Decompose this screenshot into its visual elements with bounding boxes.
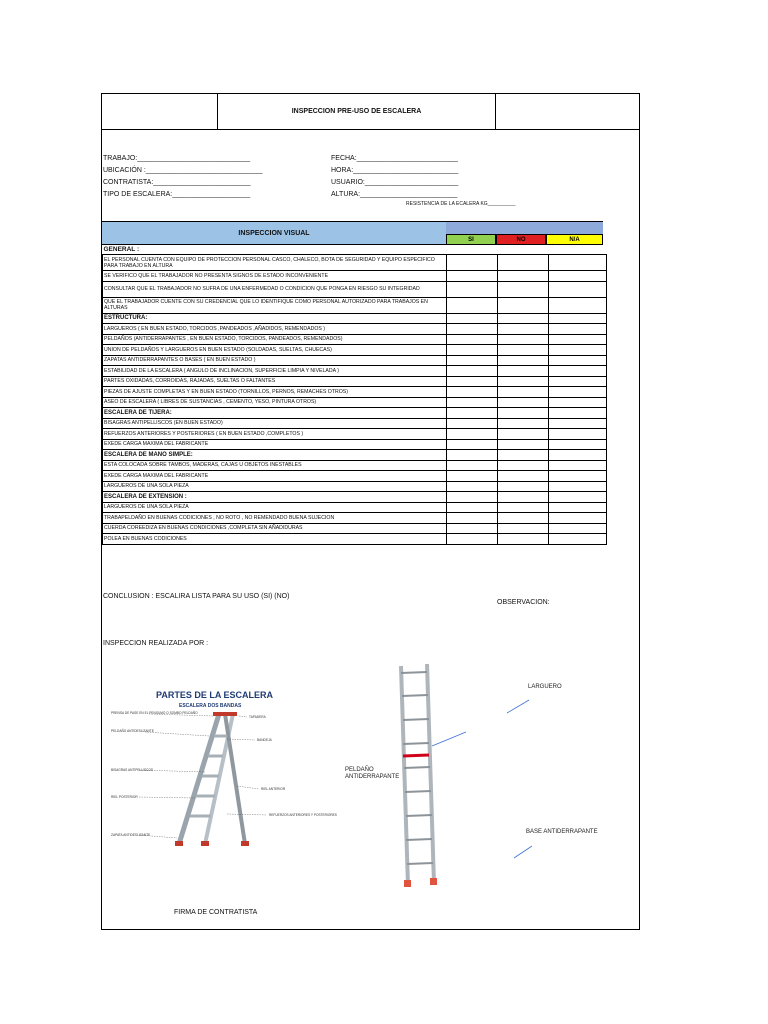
checklist-item-label: LARGUEROS ( EN BUEN ESTADO, TORCIDOS ,PANDEADOS ,AÑADIDOS, REMENDADOS ) — [103, 324, 447, 335]
check-cell-si[interactable] — [447, 355, 498, 366]
checklist-item-label: UNION DE PELDAÑOS Y LARGUEROS EN BUEN ESTADO (SOLDADAS, SUELTAS, CHUECAS) — [103, 345, 447, 356]
checklist-item-label: REFUERZOS ANTERIORES Y POSTERIORES ( EN BUEN ESTADO ,COMPLETOS ) — [103, 429, 447, 440]
check-cell-si[interactable] — [447, 513, 498, 524]
field-resistencia[interactable]: RESISTENCIA DE LA ECALERA KG__________ — [406, 201, 516, 207]
checklist-item-label: ESTA COLOCADA SOBRE TAMBOS, MADERAS, CAJAS U OBJETOS INESTABLES — [103, 460, 447, 471]
check-cell-si[interactable] — [447, 324, 498, 335]
check-cell-si[interactable] — [447, 297, 498, 313]
check-cell-na — [549, 450, 607, 461]
checklist-row — [103, 481, 607, 492]
code-cell — [496, 94, 639, 129]
check-cell-si[interactable] — [447, 460, 498, 471]
label-riel-anterior: RIEL ANTERIOR — [261, 787, 286, 791]
checklist-row — [103, 334, 607, 345]
column-no: NO — [496, 234, 546, 245]
field-contratista[interactable]: CONTRATISTA:_________________________ — [103, 179, 251, 186]
label-bandeja: BANDEJA — [257, 738, 272, 742]
stepladder-diagram — [109, 686, 337, 861]
check-cell-na — [549, 408, 607, 419]
check-cell-na[interactable] — [549, 366, 607, 377]
check-cell-na[interactable] — [549, 513, 607, 524]
section-label: ESTRUCTURA: — [103, 313, 447, 324]
check-cell-na[interactable] — [549, 271, 607, 282]
check-cell-na[interactable] — [549, 387, 607, 398]
checklist-item-label: CUERDA COREEDIZA EN BUENAS CONDICIONES ,COMPLETA SIN AÑADIDURAS — [103, 523, 447, 534]
check-cell-si[interactable] — [447, 471, 498, 482]
logo-cell — [102, 94, 218, 129]
check-cell-na — [549, 313, 607, 324]
checklist-row — [103, 376, 607, 387]
stepladder-icon — [175, 714, 249, 846]
label-prensa: PRENSA DE PASE EN EL PENSUMO O SOMBO PELDAÑO — [111, 711, 198, 715]
field-trabajo[interactable]: TRABAJO:_____________________________ — [103, 155, 251, 162]
label-riel-posterior: RIEL POSTERIOR — [111, 795, 138, 799]
check-cell-na[interactable] — [549, 355, 607, 366]
checklist-row — [103, 471, 607, 482]
checklist-item-label: EL PERSONAL CUENTA CON EQUIPO DE PROTECCION PERSONAL CASCO, CHALECO, BOTA DE SEGURIDAD Y EQUIPO ESPECIFICO PARA TRABAJO EN ALTURA — [103, 255, 447, 271]
check-cell-no[interactable] — [498, 397, 549, 408]
checklist-item-label: PIEZAS DE AJUSTE COMPLETAS Y EN BUEN ESTADO (TORNILLOS, PERNOS, REMACHES OTROS) — [103, 387, 447, 398]
section-row — [103, 408, 607, 419]
check-cell-si[interactable] — [447, 429, 498, 440]
checklist-item-label: TRABAPELDAÑO EN BUENAS CODICIONES , NO ROTO , NO REMENDADO BUENA SUJECION — [103, 513, 447, 524]
field-fecha[interactable]: FECHA:__________________________ — [331, 155, 458, 162]
check-cell-no[interactable] — [498, 429, 549, 440]
check-cell-no[interactable] — [498, 334, 549, 345]
check-cell-si[interactable] — [447, 418, 498, 429]
check-cell-si[interactable] — [447, 481, 498, 492]
diagram-subtitle: ESCALERA DOS BANDAS — [179, 703, 242, 709]
check-cell-si[interactable] — [447, 376, 498, 387]
check-cell-no — [498, 450, 549, 461]
field-hora[interactable]: HORA:___________________________ — [331, 167, 459, 174]
check-cell-na[interactable] — [549, 281, 607, 297]
label-peldano: PELDAÑO ANTIDESLIZANTE — [111, 729, 154, 733]
section-row — [103, 492, 607, 503]
check-cell-na[interactable] — [549, 471, 607, 482]
checklist-row — [103, 387, 607, 398]
checklist-item-label: PELDAÑOS (ANTIDERRAPANTES , EN BUEN ESTADO, TORCIDOS, PANDEADOS, REMENDADOS) — [103, 334, 447, 345]
firma-label: FIRMA DE CONTRATISTA — [174, 909, 258, 916]
check-cell-no[interactable] — [498, 387, 549, 398]
checklist-item-label: CONSULTAR QUE EL TRABAJADOR NO SUFRA DE UNA ENFERMEDAD O CONDICION QUE PONGA EN RIESGO SU INTEGRIDAD — [103, 281, 447, 297]
check-cell-no[interactable] — [498, 523, 549, 534]
check-cell-no[interactable] — [498, 255, 549, 271]
checklist-row — [103, 439, 607, 450]
check-cell-si[interactable] — [447, 387, 498, 398]
checklist-item-label: LARGUEROS DE UNA SOLA PIEZA — [103, 502, 447, 513]
check-cell-na — [549, 492, 607, 503]
section-row — [103, 313, 607, 324]
checklist-row — [103, 297, 607, 313]
check-cell-no[interactable] — [498, 418, 549, 429]
checklist-row — [103, 502, 607, 513]
check-cell-si[interactable] — [447, 502, 498, 513]
check-cell-no[interactable] — [498, 345, 549, 356]
checklist-row — [103, 366, 607, 377]
checklist-item-label: SE VERIFICO QUE EL TRABAJADOR NO PRESENTA SIGNOS DE ESTADO INCONVENIENTE — [103, 271, 447, 282]
check-cell-no[interactable] — [498, 471, 549, 482]
check-cell-no[interactable] — [498, 439, 549, 450]
conclusion: CONCLUSION : ESCALIRA LISTA PARA SU USO (SI) (NO) — [103, 593, 290, 600]
general-row — [103, 245, 607, 255]
check-cell-no[interactable] — [498, 460, 549, 471]
checklist-row — [103, 281, 607, 297]
inspection-visual-header: INSPECCION VISUAL — [102, 221, 446, 245]
section-row — [103, 450, 607, 461]
check-cell-na[interactable] — [549, 334, 607, 345]
check-cell-no[interactable] — [498, 481, 549, 492]
check-cell-no[interactable] — [498, 366, 549, 377]
check-cell-no — [498, 313, 549, 324]
checklist-row — [103, 271, 607, 282]
checklist-row — [103, 523, 607, 534]
ladder-icon — [401, 664, 437, 887]
column-header-band — [446, 221, 603, 234]
check-cell-na[interactable] — [549, 502, 607, 513]
check-cell-no[interactable] — [498, 502, 549, 513]
fields-left — [103, 153, 263, 201]
check-cell-si[interactable] — [447, 523, 498, 534]
checklist-row — [103, 355, 607, 366]
checklist-table — [102, 245, 607, 545]
checklist-item-label: ZAPATAS ANTIDERRAPANTES O BASES ( EN BUEN ESTADO ) — [103, 355, 447, 366]
field-ubicacion[interactable]: UBICACIÓN :______________________________ — [103, 167, 263, 174]
checklist-row — [103, 324, 607, 335]
general-label: GENERAL : — [103, 245, 140, 253]
sheet-title: INSPECCION PRE-USO DE ESCALERA — [218, 94, 496, 129]
check-cell-no[interactable] — [498, 297, 549, 313]
checklist-item-label: LARGUEROS DE UNA SOLA PIEZA — [103, 481, 447, 492]
check-cell-na[interactable] — [549, 481, 607, 492]
checklist-row — [103, 513, 607, 524]
check-cell-na[interactable] — [549, 297, 607, 313]
section-label: ESCALERA DE TIJERA: — [103, 408, 447, 419]
inspection-sheet — [101, 93, 640, 930]
check-cell-no[interactable] — [498, 376, 549, 387]
label-refuerzos: REFUERZOS ANTERIORES Y POSTERIORES — [269, 813, 337, 817]
label-zapata: ZAPATA ANTIDESLIZANTE — [111, 833, 151, 837]
checklist-item-label: ESTABILIDAD DE LA ESCALERA ( ANGULO DE INCLINACION, SUPERFICIE LIMPIA Y NIVELADA ) — [103, 366, 447, 377]
check-cell-no[interactable] — [498, 281, 549, 297]
section-label: ESCALERA DE MANO SIMPLE: — [103, 450, 447, 461]
checklist-row — [103, 255, 607, 271]
check-cell-si[interactable] — [447, 534, 498, 545]
column-si: SI — [446, 234, 496, 245]
checklist-row — [103, 429, 607, 440]
check-cell-na[interactable] — [549, 345, 607, 356]
check-cell-si — [447, 408, 498, 419]
label-tapadera: TAPADERA — [249, 715, 266, 719]
check-cell-no — [498, 408, 549, 419]
label-larguero: LARGUERO — [528, 684, 562, 690]
checklist-row — [103, 534, 607, 545]
checklist-item-label: ASEO DE ESCALERA ( LIBRES DE SUSTANCIAS , CEMENTO, YESO, PINTURA OTROS) — [103, 397, 447, 408]
check-cell-na[interactable] — [549, 324, 607, 335]
checklist-item-label: PARTES OXIDADAS, CORROIDAS, RAJADAS, SUELTAS O FALTANTES — [103, 376, 447, 387]
extension-ladder-diagram — [342, 658, 622, 898]
section-label: ESCALERA DE EXTENSION : — [103, 492, 447, 503]
check-cell-na[interactable] — [549, 534, 607, 545]
sheet-header — [102, 94, 639, 130]
checklist-item-label: POLEA EN BUENAS CODICIONES — [103, 534, 447, 545]
check-cell-no[interactable] — [498, 271, 549, 282]
checklist-row — [103, 345, 607, 356]
checklist-row — [103, 460, 607, 471]
check-cell-si[interactable] — [447, 345, 498, 356]
checklist-item-label: BISAGRAS ANTIPELLISCOS (EN BUEN ESTADO) — [103, 418, 447, 429]
label-peldano-2: ANTIDERRAPANTE — [345, 774, 400, 780]
check-cell-si — [447, 450, 498, 461]
check-cell-si — [447, 313, 498, 324]
checklist-item-label: EXEDE CARGA MAXIMA DEL FABRICANTE — [103, 471, 447, 482]
check-cell-si[interactable] — [447, 366, 498, 377]
check-cell-no[interactable] — [498, 324, 549, 335]
check-cell-no[interactable] — [498, 534, 549, 545]
check-cell-si — [447, 492, 498, 503]
field-usuario[interactable]: USUARIO:________________________ — [331, 179, 459, 186]
check-cell-na[interactable] — [549, 376, 607, 387]
column-na: N/A — [546, 234, 603, 245]
observacion-label: OBSERVACION: — [497, 599, 550, 606]
field-tipo-escalera[interactable]: TIPO DE ESCALERA:____________________ — [103, 191, 251, 198]
check-cell-si[interactable] — [447, 255, 498, 271]
checklist-row — [103, 418, 607, 429]
check-cell-no[interactable] — [498, 355, 549, 366]
check-cell-na[interactable] — [549, 418, 607, 429]
check-cell-no[interactable] — [498, 513, 549, 524]
check-cell-na[interactable] — [549, 523, 607, 534]
check-cell-si[interactable] — [447, 334, 498, 345]
label-base: BASE ANTIDERRAPANTE — [526, 829, 598, 835]
check-cell-na[interactable] — [549, 397, 607, 408]
fields-right — [331, 153, 458, 201]
check-cell-si[interactable] — [447, 397, 498, 408]
checklist-row — [103, 397, 607, 408]
check-cell-na[interactable] — [549, 255, 607, 271]
field-altura[interactable]: ALTURA:_________________________ — [331, 191, 458, 198]
check-cell-na[interactable] — [549, 460, 607, 471]
check-cell-na[interactable] — [549, 429, 607, 440]
checklist-item-label: QUE EL TRABAJADOR CUENTE CON SU CREDENCIAL QUE LO IDENTIFIQUE COMO PERSONAL AUTORIZADO PARA TRABAJOS EN ALTURAS — [103, 297, 447, 313]
realizada-label: INSPECCION REALIZADA POR : — [103, 640, 209, 647]
label-bisagras: BISAGRAS ANTIPELLISCOS — [111, 768, 153, 772]
label-peldano-1: PELDAÑO — [345, 767, 374, 773]
check-cell-si[interactable] — [447, 281, 498, 297]
diagram-title: PARTES DE LA ESCALERA — [156, 690, 274, 700]
check-cell-si[interactable] — [447, 271, 498, 282]
checklist-item-label: EXEDE CARGA MAXIMA DEL FABRICANTE — [103, 439, 447, 450]
check-cell-no — [498, 492, 549, 503]
check-cell-na[interactable] — [549, 439, 607, 450]
check-cell-si[interactable] — [447, 439, 498, 450]
